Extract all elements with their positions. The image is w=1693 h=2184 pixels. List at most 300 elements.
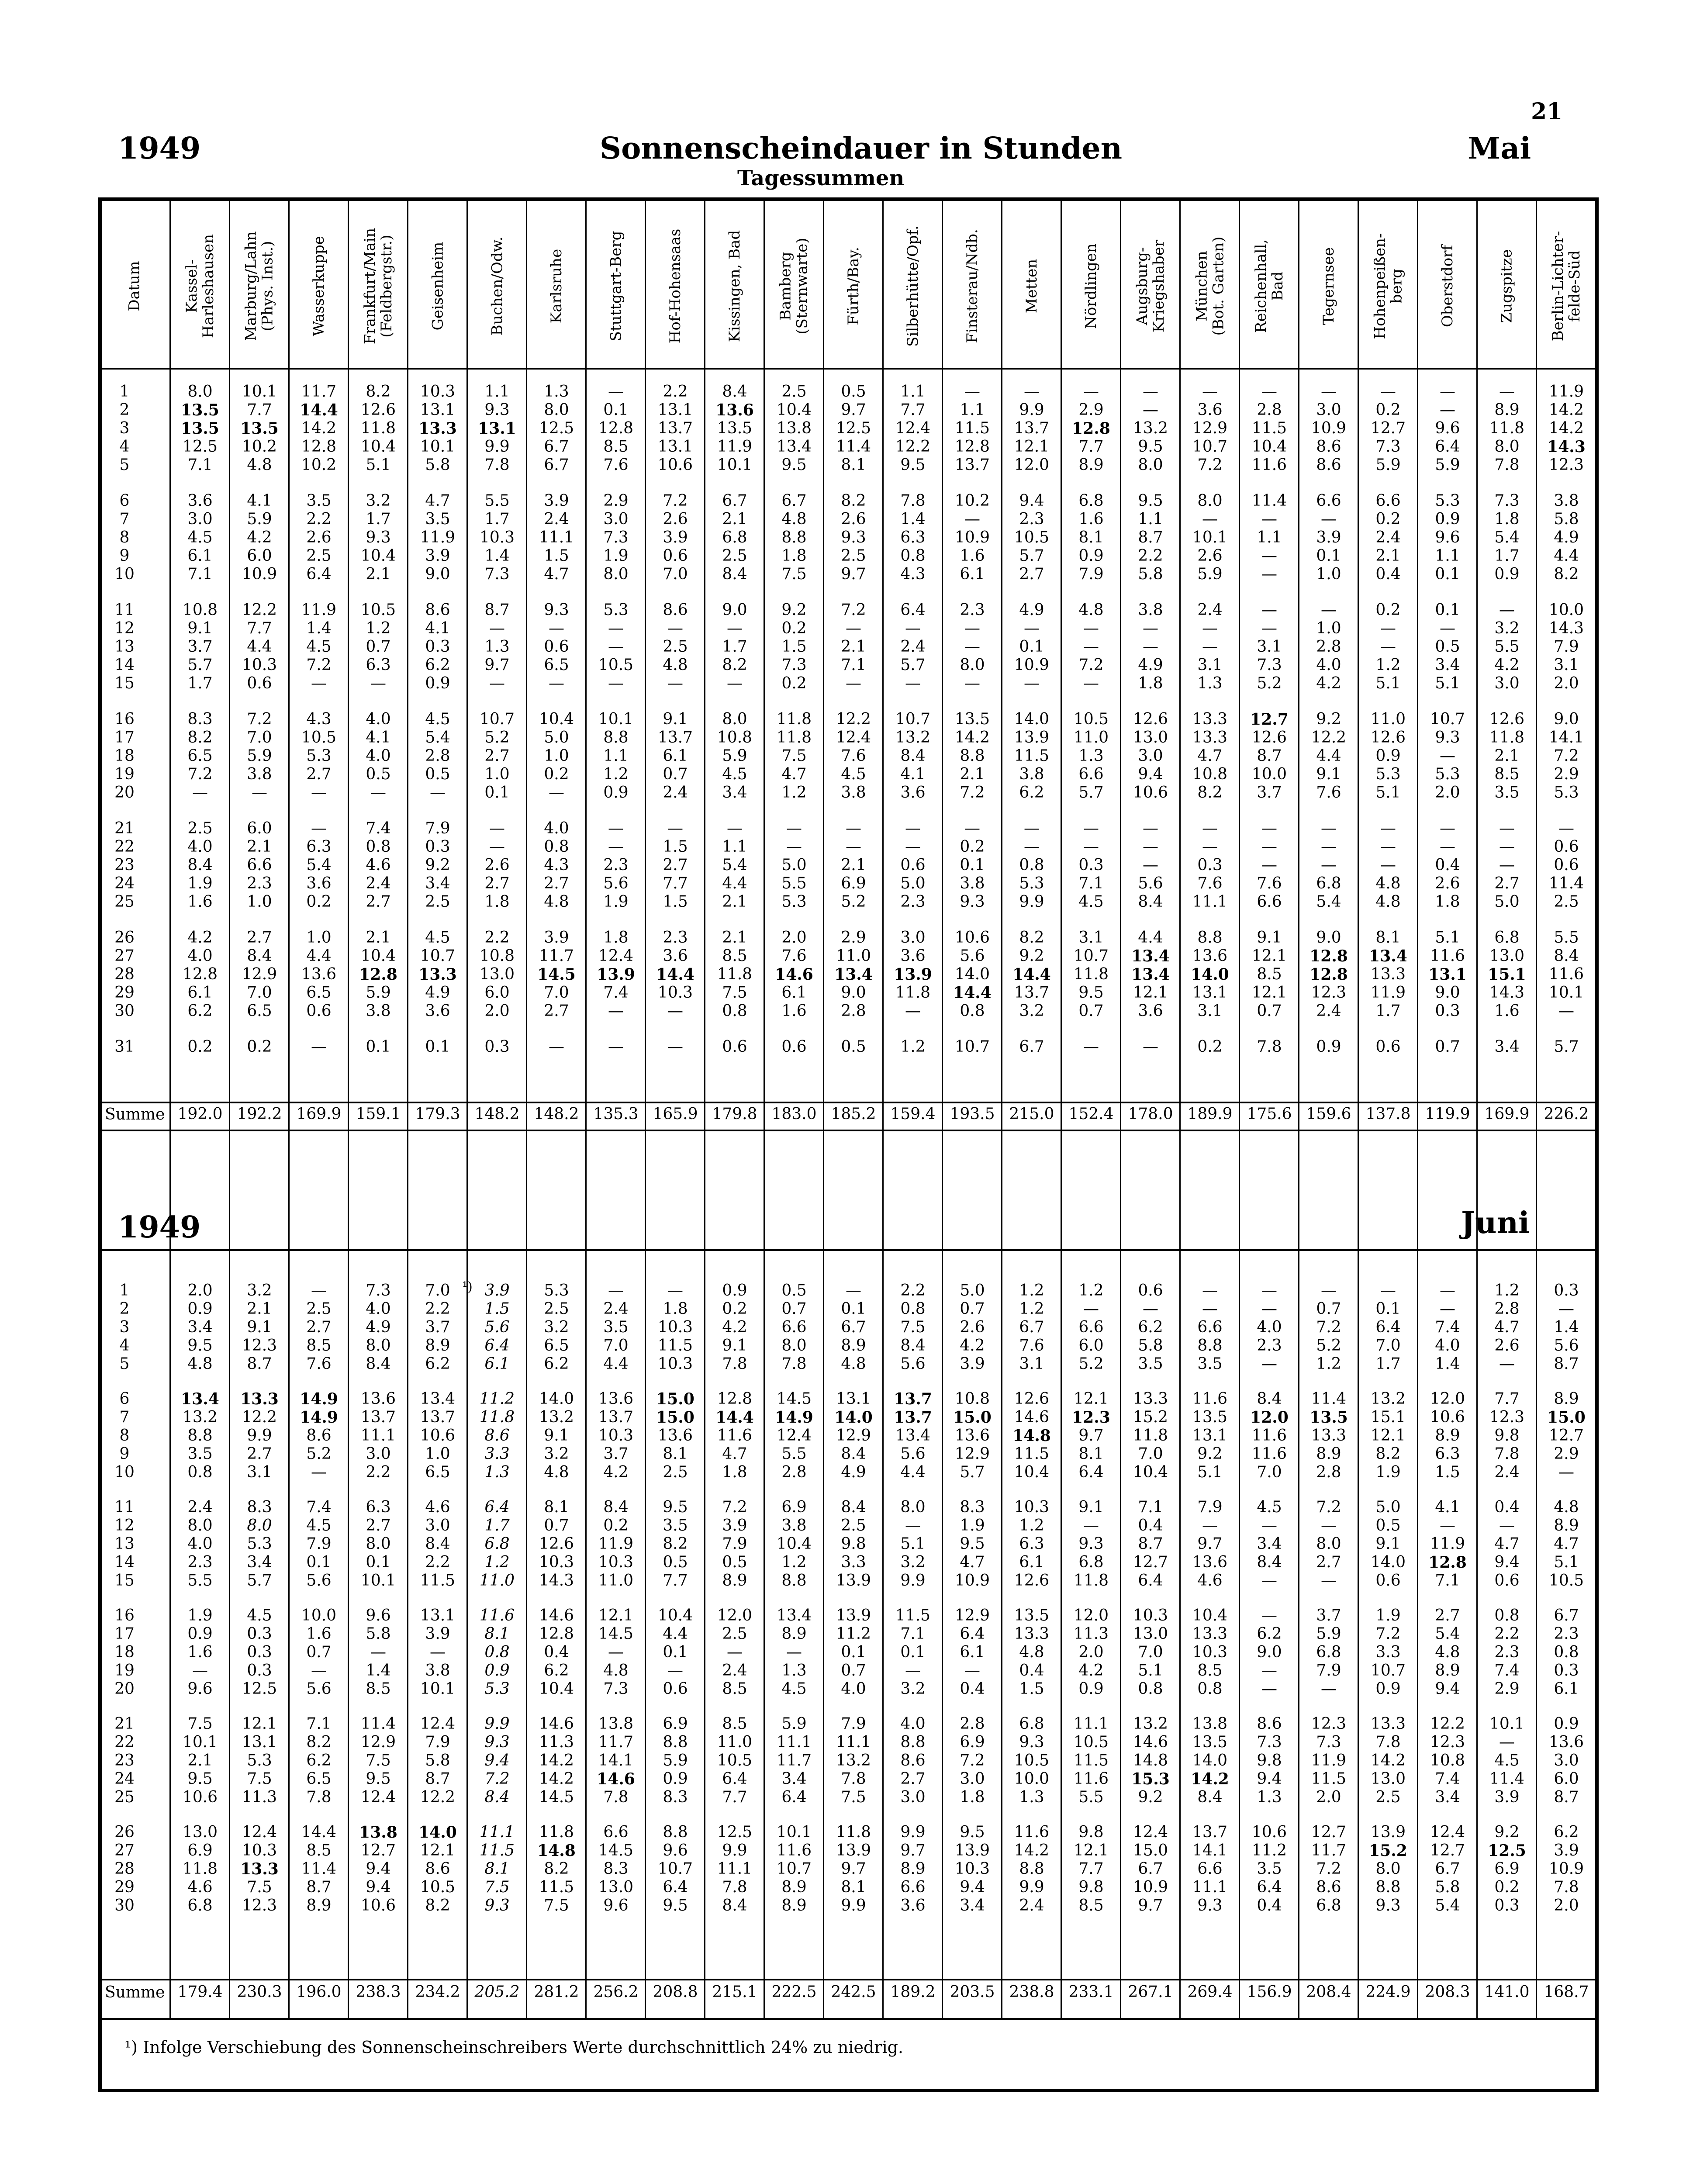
table-cell: 3.0 [960, 1770, 985, 1788]
table-cell: 5.1 [1138, 1662, 1163, 1679]
table-cell: 3.2 [366, 492, 391, 510]
table-cell: 2.2 [1138, 547, 1163, 565]
table-cell: — [1499, 383, 1515, 401]
datum-cell: 10 [114, 1463, 135, 1481]
table-cell: 13.7 [1014, 419, 1050, 437]
table-cell: 6.6 [1078, 1318, 1104, 1336]
table-cell: 3.1 [1078, 929, 1104, 947]
table-cell: 9.7 [1078, 1427, 1104, 1444]
column-separator [1476, 197, 1478, 1130]
table-cell: 13.7 [657, 419, 693, 437]
table-cell: 4.5 [1078, 893, 1104, 911]
table-cell: — [1261, 1662, 1277, 1679]
table-cell: 1.8 [960, 1788, 985, 1806]
table-cell: 4.3 [306, 710, 332, 728]
table-cell: 5.7 [900, 656, 926, 674]
table-cell: 3.8 [1138, 601, 1163, 619]
table-cell: 12.4 [776, 1427, 812, 1444]
table-cell: 2.1 [960, 765, 985, 783]
table-cell: 196.0 [296, 1983, 342, 2001]
table-cell: 15.2 [1369, 1842, 1407, 1860]
table-cell: 4.5 [1494, 1752, 1520, 1769]
table-cell: 8.5 [1257, 965, 1282, 983]
table-cell: 10.4 [360, 947, 396, 965]
datum-cell: 24 [114, 874, 135, 892]
table-cell: 8.2 [187, 729, 213, 746]
table-cell: 1.9 [1375, 1607, 1401, 1624]
table-cell: — [1202, 383, 1218, 401]
table-cell: 0.3 [1554, 1662, 1579, 1679]
table-cell: 6.7 [841, 1318, 866, 1336]
table-cell: 8.5 [366, 1680, 391, 1698]
table-cell: — [1143, 638, 1158, 656]
table-cell: 3.9 [425, 547, 450, 565]
table-cell: 12.3 [242, 1337, 277, 1355]
table-cell: — [786, 819, 802, 837]
table-cell: 3.1 [1197, 656, 1223, 674]
column-separator [882, 197, 884, 1130]
table-cell: 8.4 [247, 947, 272, 965]
table-cell: 6.6 [603, 1823, 629, 1841]
table-cell: 6.5 [425, 1463, 450, 1481]
table-cell: 1.9 [1375, 1463, 1401, 1481]
table-cell: 5.3 [1435, 492, 1460, 510]
table-cell: 1.7 [1375, 1002, 1401, 1020]
table-cell: 11.3 [1073, 1625, 1109, 1643]
table-cell: 8.9 [1494, 401, 1520, 419]
table-cell: 3.6 [900, 1897, 926, 1914]
table-cell: 12.0 [1250, 1408, 1289, 1427]
column-separator [704, 197, 705, 1130]
station-header: Fürth/Bay. [845, 247, 863, 325]
table-cell: 3.5 [306, 492, 332, 510]
table-cell: 5.8 [1554, 510, 1579, 528]
table-cell: 5.9 [781, 1715, 807, 1733]
table-cell: 2.2 [306, 510, 332, 528]
table-cell: 11.6 [1430, 947, 1465, 965]
table-cell: — [1558, 819, 1574, 837]
column-separator [704, 1130, 705, 2018]
table-cell: 4.9 [841, 1463, 866, 1481]
table-cell: 2.9 [1078, 401, 1104, 419]
table-cell: 12.8 [1309, 965, 1348, 984]
table-cell: 0.1 [425, 1038, 450, 1056]
table-cell: 4.0 [366, 710, 391, 728]
table-cell: 10.9 [1311, 419, 1347, 437]
table-cell: 14.5 [776, 1390, 812, 1408]
table-cell: 6.0 [247, 547, 272, 565]
table-cell: 13.0 [479, 965, 515, 983]
table-cell: 1.8 [603, 929, 629, 947]
table-cell: 14.3 [1548, 619, 1584, 637]
table-cell: 242.5 [831, 1983, 876, 2001]
table-cell: 3.0 [900, 929, 926, 947]
table-cell: 6.4 [1435, 438, 1460, 456]
table-cell: — [1024, 619, 1040, 637]
table-cell: 13.0 [598, 1878, 634, 1896]
table-cell: 12.1 [1073, 1842, 1109, 1859]
table-cell: — [1558, 1002, 1574, 1020]
table-cell: 8.1 [841, 1878, 866, 1896]
table-cell: 2.8 [1257, 401, 1282, 419]
table-cell: 2.5 [306, 547, 332, 565]
table-cell: 7.4 [603, 984, 629, 1002]
table-cell: 0.3 [425, 838, 450, 856]
table-cell: 9.1 [544, 1427, 569, 1444]
table-cell: — [1083, 1038, 1099, 1056]
column-separator [942, 1130, 943, 2018]
table-cell: — [1143, 1300, 1158, 1318]
table-cell: 1.3 [544, 383, 569, 401]
table-cell: 4.5 [187, 529, 213, 546]
table-cell: 0.9 [722, 1282, 747, 1299]
table-cell: 0.1 [1435, 601, 1460, 619]
table-cell: 2.4 [1375, 529, 1401, 546]
table-cell: 1.0 [484, 765, 510, 783]
table-cell: 9.5 [900, 456, 926, 474]
table-cell: — [311, 784, 327, 802]
table-cell: 5.1 [1435, 929, 1460, 947]
table-cell: 10.3 [1133, 1607, 1168, 1624]
table-cell: 4.8 [781, 510, 807, 528]
june-year: 1949 [118, 1210, 201, 1245]
table-cell: 12.7 [1430, 1842, 1465, 1859]
table-cell: 0.7 [1078, 1002, 1104, 1020]
table-cell: 13.9 [836, 1607, 871, 1624]
table-cell: 0.8 [1554, 1643, 1579, 1661]
table-cell: 0.5 [1435, 638, 1460, 656]
table-cell: 4.0 [1257, 1318, 1282, 1336]
table-cell: 10.8 [954, 1390, 990, 1408]
table-cell: 2.7 [1494, 874, 1520, 892]
table-cell: 8.2 [306, 1733, 332, 1751]
table-cell: 4.4 [722, 874, 747, 892]
table-cell: 10.3 [598, 1553, 634, 1571]
table-cell: — [1143, 401, 1158, 419]
datum-cell: 13 [114, 1535, 135, 1553]
table-cell: 7.2 [187, 765, 213, 783]
table-cell: 6.4 [1078, 1463, 1104, 1481]
table-cell: 1.9 [603, 893, 629, 911]
table-cell: 6.1 [187, 547, 213, 565]
table-cell: 13.8 [776, 419, 812, 437]
table-cell: 5.1 [366, 456, 391, 474]
table-cell: 4.1 [425, 619, 450, 637]
table-cell: 12.1 [1370, 1427, 1406, 1444]
table-cell: — [608, 838, 624, 856]
table-cell: — [311, 1282, 327, 1299]
table-cell: 10.1 [1548, 984, 1584, 1002]
table-cell: 3.6 [425, 1002, 450, 1020]
table-cell: 7.3 [1494, 492, 1520, 510]
table-cell: 11.8 [539, 1823, 574, 1841]
table-cell: 7.2 [1316, 1318, 1341, 1336]
table-cell: 7.4 [1494, 1662, 1520, 1679]
table-cell: 10.7 [420, 947, 456, 965]
table-cell: 2.5 [544, 1300, 569, 1318]
table-cell: — [905, 619, 921, 637]
may-month: Mai [1468, 131, 1531, 166]
table-cell: — [1261, 1607, 1277, 1624]
table-cell: 8.0 [1494, 438, 1520, 456]
table-cell: 3.0 [1554, 1752, 1579, 1769]
column-separator [1239, 197, 1240, 1130]
table-cell: 11.2 [1251, 1842, 1287, 1859]
table-cell: 6.8 [1316, 1897, 1341, 1914]
table-cell: 0.1 [366, 1038, 391, 1056]
table-cell: 3.0 [425, 1517, 450, 1534]
table-cell: 3.7 [187, 638, 213, 656]
datum-cell: 26 [114, 1823, 135, 1841]
column-separator [585, 197, 587, 1130]
table-cell: 6.1 [960, 1643, 985, 1661]
table-cell: 238.8 [1009, 1983, 1054, 2001]
table-cell: — [1499, 856, 1515, 874]
table-cell: 13.7 [954, 456, 990, 474]
table-cell: 0.4 [1019, 1662, 1044, 1679]
table-cell: 1.2 [603, 765, 629, 783]
table-cell: — [1261, 1282, 1277, 1299]
table-cell: 0.3 [1078, 856, 1104, 874]
table-cell: 1.8 [722, 1463, 747, 1481]
table-cell: 192.0 [177, 1105, 223, 1123]
column-separator [1298, 1130, 1299, 2018]
table-cell: 5.8 [1138, 565, 1163, 583]
table-cell: 14.1 [1548, 729, 1584, 746]
table-cell: 12.4 [836, 729, 871, 746]
table-cell: — [1024, 383, 1040, 401]
table-cell: 13.3 [418, 965, 457, 984]
table-cell: 12.3 [1430, 1733, 1465, 1751]
table-cell: 13.1 [657, 401, 693, 419]
table-cell: 5.5 [1494, 638, 1520, 656]
table-cell: 13.7 [657, 729, 693, 746]
table-cell: 4.8 [544, 893, 569, 911]
table-cell: 8.9 [1435, 1662, 1460, 1679]
table-cell: 0.2 [1375, 401, 1401, 419]
table-cell: 5.7 [1078, 784, 1104, 802]
datum-cell: 25 [114, 893, 135, 911]
table-cell: 12.7 [1311, 1823, 1347, 1841]
table-cell: 6.3 [306, 838, 332, 856]
table-cell: 8.7 [484, 601, 510, 619]
table-cell: 11.9 [420, 529, 456, 546]
table-cell: 3.4 [247, 1553, 272, 1571]
table-cell: 8.4 [484, 1788, 510, 1806]
table-cell: 1.3 [781, 1662, 807, 1679]
table-cell: 2.4 [1494, 1463, 1520, 1481]
table-cell: 3.7 [1257, 784, 1282, 802]
station-header: Hohenpeißen- berg [1371, 233, 1406, 339]
table-cell: 10.6 [182, 1788, 218, 1806]
table-cell: 0.4 [1375, 565, 1401, 583]
table-cell: 11.6 [1548, 965, 1584, 983]
table-cell: 7.4 [306, 1498, 332, 1516]
table-cell: 7.5 [900, 1318, 926, 1336]
table-cell: 8.6 [306, 1427, 332, 1444]
table-cell: 3.8 [841, 784, 866, 802]
table-cell: 10.7 [479, 710, 515, 728]
table-cell: 10.8 [479, 947, 515, 965]
table-cell: 4.1 [366, 729, 391, 746]
table-cell: 6.7 [544, 438, 569, 456]
table-cell: 0.4 [1257, 1897, 1282, 1914]
table-cell: 11.7 [301, 383, 337, 401]
table-cell: 267.1 [1128, 1983, 1173, 2001]
table-cell: 7.2 [1316, 1498, 1341, 1516]
table-cell: 10.5 [301, 729, 337, 746]
table-cell: 12.4 [598, 947, 634, 965]
table-cell: 11.8 [479, 1408, 515, 1426]
table-cell: — [549, 784, 564, 802]
table-cell: — [1261, 547, 1277, 565]
table-cell: 3.7 [603, 1445, 629, 1463]
table-cell: 4.4 [1554, 547, 1579, 565]
table-cell: — [1321, 1282, 1337, 1299]
table-cell: 8.9 [306, 1897, 332, 1914]
table-cell: 14.6 [1133, 1733, 1168, 1751]
table-cell: 5.4 [722, 856, 747, 874]
table-cell: 4.7 [544, 565, 569, 583]
table-cell: 2.8 [1494, 1300, 1520, 1318]
table-cell: 2.6 [306, 529, 332, 546]
table-cell: 12.9 [954, 1607, 990, 1624]
column-separator [645, 1130, 646, 2018]
table-cell: 12.1 [1133, 984, 1168, 1002]
column-separator [1595, 197, 1596, 1130]
table-cell: 1.0 [247, 893, 272, 911]
table-cell: — [1440, 383, 1455, 401]
table-cell: 10.8 [1192, 765, 1228, 783]
table-cell: 12.0 [1073, 1607, 1109, 1624]
table-cell: 12.8 [359, 965, 397, 984]
table-cell: 0.2 [781, 674, 807, 692]
table-cell: 10.3 [1014, 1498, 1050, 1516]
table-cell: 5.2 [306, 1445, 332, 1463]
summe-label: Summe [105, 1984, 165, 2001]
table-cell: 2.1 [247, 1300, 272, 1318]
column-separator [1536, 197, 1537, 1130]
table-cell: 2.5 [306, 1300, 332, 1318]
table-cell: 4.9 [1019, 601, 1044, 619]
table-cell: 2.3 [247, 874, 272, 892]
table-cell: 6.9 [1494, 1860, 1520, 1878]
table-cell: 0.7 [663, 765, 688, 783]
table-cell: — [1440, 838, 1455, 856]
table-cell: 4.9 [1138, 656, 1163, 674]
table-cell: 9.3 [1375, 1897, 1401, 1914]
table-cell: 0.2 [722, 1300, 747, 1318]
table-cell: 10.6 [420, 1427, 456, 1444]
table-cell: 10.9 [1133, 1878, 1168, 1896]
station-header: Buchen/Odw. [488, 236, 506, 336]
table-cell: 6.3 [1019, 1535, 1044, 1553]
table-cell: 7.8 [306, 1788, 332, 1806]
table-cell: 14.4 [953, 984, 992, 1002]
table-cell: 2.6 [960, 1318, 985, 1336]
table-cell: 3.4 [425, 874, 450, 892]
table-cell: 10.1 [1192, 529, 1228, 546]
table-cell: 8.9 [722, 1572, 747, 1590]
datum-cell: 17 [114, 729, 135, 746]
table-cell: 9.7 [841, 565, 866, 583]
table-cell: 4.8 [544, 1463, 569, 1481]
table-cell: 2.6 [841, 510, 866, 528]
table-cell: 4.8 [603, 1662, 629, 1679]
table-cell: 9.4 [366, 1878, 391, 1896]
table-cell: 11.4 [1489, 1770, 1525, 1788]
table-cell: 2.5 [663, 638, 688, 656]
table-cell: 1.5 [781, 638, 807, 656]
table-cell: 9.5 [187, 1337, 213, 1355]
table-cell: 8.1 [544, 1498, 569, 1516]
table-cell: 13.9 [954, 1842, 990, 1859]
table-cell: 11.8 [1073, 965, 1109, 983]
table-cell: — [1380, 383, 1396, 401]
table-cell: 9.9 [484, 1715, 510, 1733]
table-cell: 0.1 [484, 784, 510, 802]
table-cell: 7.3 [484, 565, 510, 583]
table-cell: 6.8 [1078, 1553, 1104, 1571]
table-cell: 2.0 [1078, 1643, 1104, 1661]
table-cell: 11.7 [539, 947, 574, 965]
table-cell: 14.6 [539, 1607, 574, 1624]
table-cell: 8.8 [603, 729, 629, 746]
table-cell: 12.5 [242, 1680, 277, 1698]
table-cell: 8.7 [306, 1878, 332, 1896]
table-cell: 1.5 [544, 547, 569, 565]
column-separator [1001, 197, 1002, 1130]
table-cell: 7.0 [1138, 1445, 1163, 1463]
table-cell: 10.5 [1014, 529, 1050, 546]
table-cell: 13.4 [420, 1390, 456, 1408]
table-cell: 13.6 [954, 1427, 990, 1444]
table-cell: 9.5 [1138, 438, 1163, 456]
table-cell: 0.8 [544, 838, 569, 856]
table-cell: 6.0 [247, 819, 272, 837]
table-cell: 5.3 [247, 1535, 272, 1553]
table-cell: 2.1 [722, 929, 747, 947]
table-cell: 3.8 [781, 1517, 807, 1534]
table-cell: 5.1 [1197, 1463, 1223, 1481]
table-cell: 3.9 [425, 1625, 450, 1643]
table-cell: 8.1 [663, 1445, 688, 1463]
table-cell: 8.0 [603, 565, 629, 583]
table-cell: — [1143, 1038, 1158, 1056]
table-cell: 10.8 [182, 601, 218, 619]
table-cell: 2.5 [841, 547, 866, 565]
table-cell: 8.5 [603, 438, 629, 456]
table-cell: — [846, 819, 861, 837]
column-separator [466, 197, 468, 1130]
table-cell: — [192, 1662, 208, 1679]
table-cell: 2.0 [781, 929, 807, 947]
table-cell: 3.4 [722, 784, 747, 802]
table-cell: 9.1 [1375, 1535, 1401, 1553]
table-cell: 9.5 [960, 1823, 985, 1841]
table-cell: 7.4 [1435, 1318, 1460, 1336]
table-cell: 0.9 [425, 674, 450, 692]
table-cell: — [1321, 819, 1337, 837]
table-cell: 12.6 [360, 401, 396, 419]
table-cell: 1.3 [1257, 1788, 1282, 1806]
table-cell: 3.9 [1316, 529, 1341, 546]
table-cell: 8.4 [1197, 1788, 1223, 1806]
column-separator [764, 1130, 765, 2018]
table-cell: 0.7 [960, 1300, 985, 1318]
table-cell: 0.1 [1019, 638, 1044, 656]
table-cell: 9.3 [1435, 729, 1460, 746]
